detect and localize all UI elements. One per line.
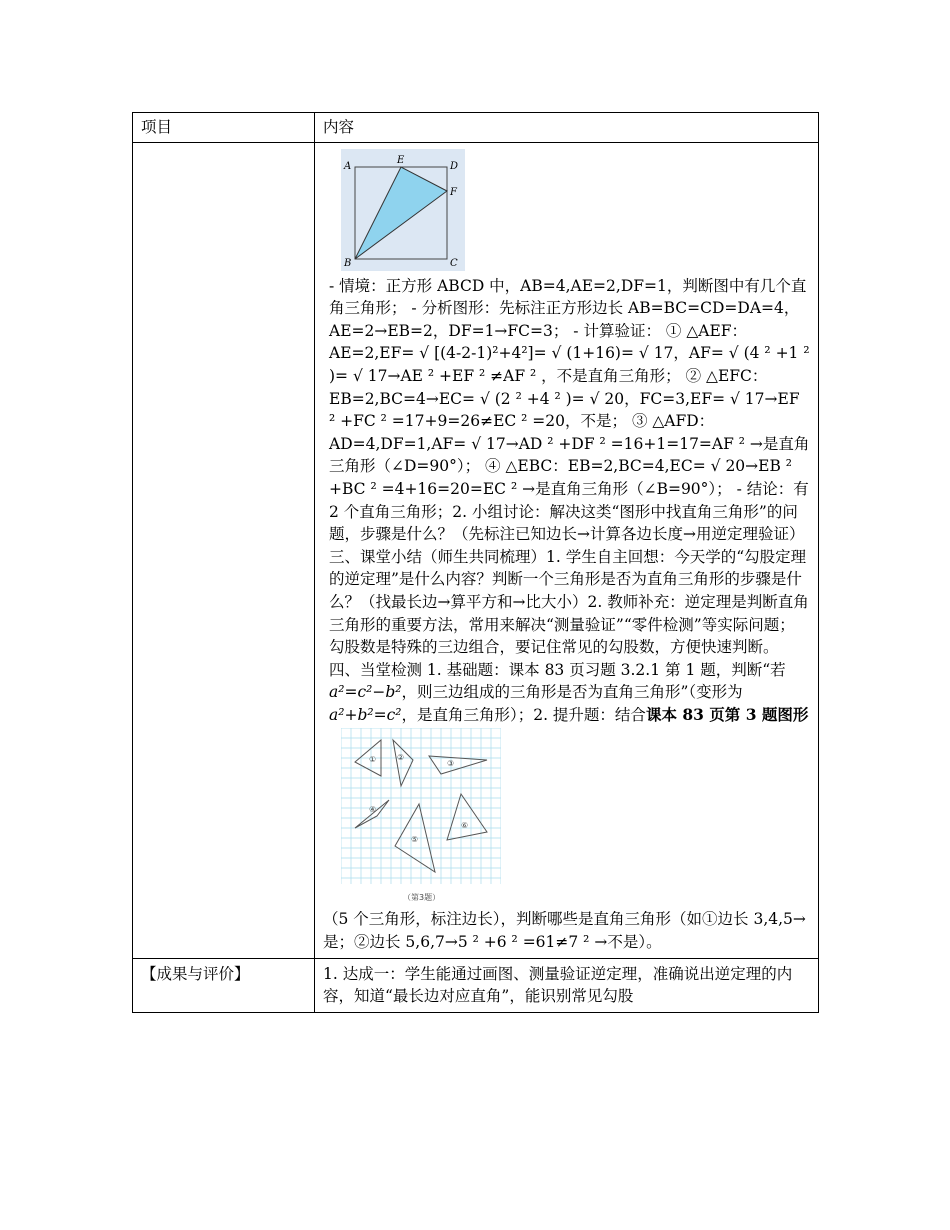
row-label [133,142,315,958]
vertex-b-label: B [344,257,352,269]
triangle-label-2: ② [397,753,405,763]
row-content: 1. 达成一：学生能通过画图、测量验证逆定理，准确说出逆定理的内容，知道“最长边对应直角”，能识别常见勾股 [315,958,819,1012]
triangle-label-5: ⑤ [411,835,419,845]
triangle-label-4: ④ [369,805,377,815]
row-content [315,142,819,958]
vertex-d-label: D [450,160,459,172]
triangle-2 [393,740,413,786]
triangle-3 [429,756,487,774]
table-row [133,142,819,958]
paragraph-bold: 课本 83 页第 3 题图形 [645,704,809,724]
row-label: 【成果与评价】 [133,958,315,1012]
paragraph-a: - 情境：正方形 ABCD 中，AB=4,AE=2,DF=1，判断图中有几个直角三角形； - 分析图形：先标注正方形边长 AB=BC=CD=DA=4，AE=2→EB=2，DF=1→FC=3； - 计算验证： ① △AEF：AE=2,EF= √ [(4-2-1)²+4²]= √ (1+16)= √ 17，AF= √ (4 ² +1 ² )= √ 17→AE ² +EF ² ≠AF ² ，不是直角三角形； ② △EFC：EB=2,BC=4→EC= √ (2 ² +4 ² )= √ 20，FC=3,EF= √ 17→EF ² +FC ² =17+9=26≠EC ² =20，不是； ③ △AFD：AD=4,DF=1,AF= √ 17→AD ² +DF ² =16+1=17=AF ² →是直角三角形（∠D=90°）； ④ △EBC：EB=2,BC=4,EC= √ 20→EB ² +BC ² =4+16=20=EC ² →是直角三角形（∠B=90°）； - 结论：有 2 个直角三角形；2. 小组讨论：解决这类“图形中找直角三角形”的问题，步骤是什么？（先标注已知边长→计算各边长度→用逆定理验证） 三、课堂小结（师生共同梳理）1. 学生自主回想：今天学的“勾股定理的逆定理”是什么内容？判断一个三角形是否为直角三角形的步骤是什么？（找最长边→算平方和→比大小）2. 教师补充：逆定理是判断直角三角形的重要方法，常用来解决“测量验证”“零件检测”等实际问题；勾股数是特殊的三边组合，要记住常见的勾股数，方便快速判断。 四、当堂检测 1. 基础题：课本 83 页习题 3.2.1 第 1 题，判断“若 [329,276,810,679]
vertex-c-label: C [450,257,458,269]
header-content: 内容 [315,113,819,143]
vertex-a-label: A [344,160,352,172]
figure-caption: （第3题） [403,893,441,903]
math-expression-2: a²+b²=c² [329,705,402,724]
triangle-label-3: ③ [447,759,455,769]
header-item: 项目 [133,113,315,143]
square-abcd-figure [341,149,465,271]
triangle-label-6: ⑥ [461,821,469,831]
triangles-grid-figure [341,728,501,904]
triangle-label-1: ① [369,755,377,765]
paragraph-b: ，则三边组成的三角形是否为直角三角形”（变形为 [401,683,743,702]
lesson-table [132,112,819,1013]
paragraph-c: ，是直角三角形）；2. 提升题：结合 [401,705,646,724]
math-expression-1: a²=c²−b² [329,683,402,702]
table-header-row [133,113,819,143]
lesson-body-text [329,275,810,727]
vertex-e-label: E [397,154,405,166]
paragraph-d: （5 个三角形，标注边长），判断哪些是直角三角形（如①边长 3,4,5→是；②边长 5,6,7→5 ² +6 ² =61≠7 ² →不是）。 [323,910,806,952]
vertex-f-label: F [450,186,457,198]
table-row [133,958,819,1012]
